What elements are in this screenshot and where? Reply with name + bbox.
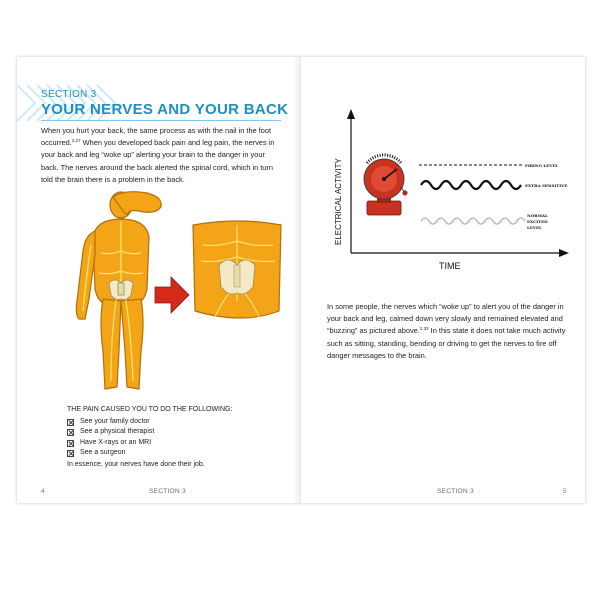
footer-section-right: SECTION 3 <box>437 488 475 495</box>
y-axis-arrow-icon <box>347 109 355 119</box>
extra-sensitive-label: EXTRA SENSITIVE <box>525 183 568 188</box>
intro-paragraph: When you hurt your back, the same process as with the nail in the foot occurred.$^{2,27}$ When you developed back pain and leg pain, the nerves in your back and leg “woke up” alerting your brain to the danger in your back. The nerves around the back alerted the spinal cord, which in turn told the brain there is a problem in the back. <box>41 126 275 184</box>
x-axis-label: TIME <box>439 261 461 271</box>
list-item: See a surgeon <box>67 448 154 458</box>
normal-excited-wave <box>421 218 525 224</box>
back-pain-figure-illustration <box>43 191 283 401</box>
x-axis-arrow-icon <box>559 249 569 257</box>
section-label: SECTION 3 <box>41 89 97 100</box>
lower-back-closeup <box>193 221 281 318</box>
footer-section-left: SECTION 3 <box>149 488 187 495</box>
list-item: Have X-rays or an MRI <box>67 438 154 448</box>
pain-list <box>67 417 154 459</box>
nerve-activity-diagram <box>327 97 579 277</box>
checkbox-x-icon <box>67 450 74 457</box>
red-arrow-icon <box>155 277 189 313</box>
reference-superscript: 2,32 <box>419 326 429 332</box>
extra-sensitive-wave <box>421 181 521 189</box>
book-spread <box>17 57 585 503</box>
excited-label: EXCITED <box>527 219 548 224</box>
list-item: See a physical therapist <box>67 427 154 437</box>
page-number-left: 4 <box>41 488 45 495</box>
page-title: YOUR NERVES AND YOUR BACK <box>41 101 289 118</box>
checkbox-x-icon <box>67 440 74 447</box>
pain-heading: THE PAIN CAUSED YOU TO DO THE FOLLOWING: <box>67 406 233 413</box>
y-axis-label: ELECTRICAL ACTIVITY <box>334 158 343 245</box>
pelvis-bone <box>109 280 133 300</box>
checkbox-x-icon <box>67 419 74 426</box>
list-item: See your family doctor <box>67 417 154 427</box>
left-page <box>17 57 301 503</box>
essence-sentence: In essence, your nerves have done their job. <box>67 461 205 468</box>
title-underline <box>41 120 281 121</box>
right-page <box>301 57 585 503</box>
reference-superscript: 2,27 <box>71 138 81 144</box>
level-label: LEVEL <box>527 225 542 230</box>
firing-level-label: FIRING LEVEL <box>525 163 559 168</box>
explanation-paragraph: In some people, the nerves which “woke up” to alert you of the danger in your back and leg, calmed down very slowly and remained elevated and “buzzing” as pictured above.$^{2,32}$ In this state it does not take much activity such as sitting, standing, bending or driving to get the nerves to fire off danger messages to the brain. <box>327 302 566 360</box>
checkbox-x-icon <box>67 429 74 436</box>
alarm-bell-icon <box>364 155 407 215</box>
page-number-right: 5 <box>563 488 567 495</box>
normal-label: NORMAL <box>527 213 548 218</box>
